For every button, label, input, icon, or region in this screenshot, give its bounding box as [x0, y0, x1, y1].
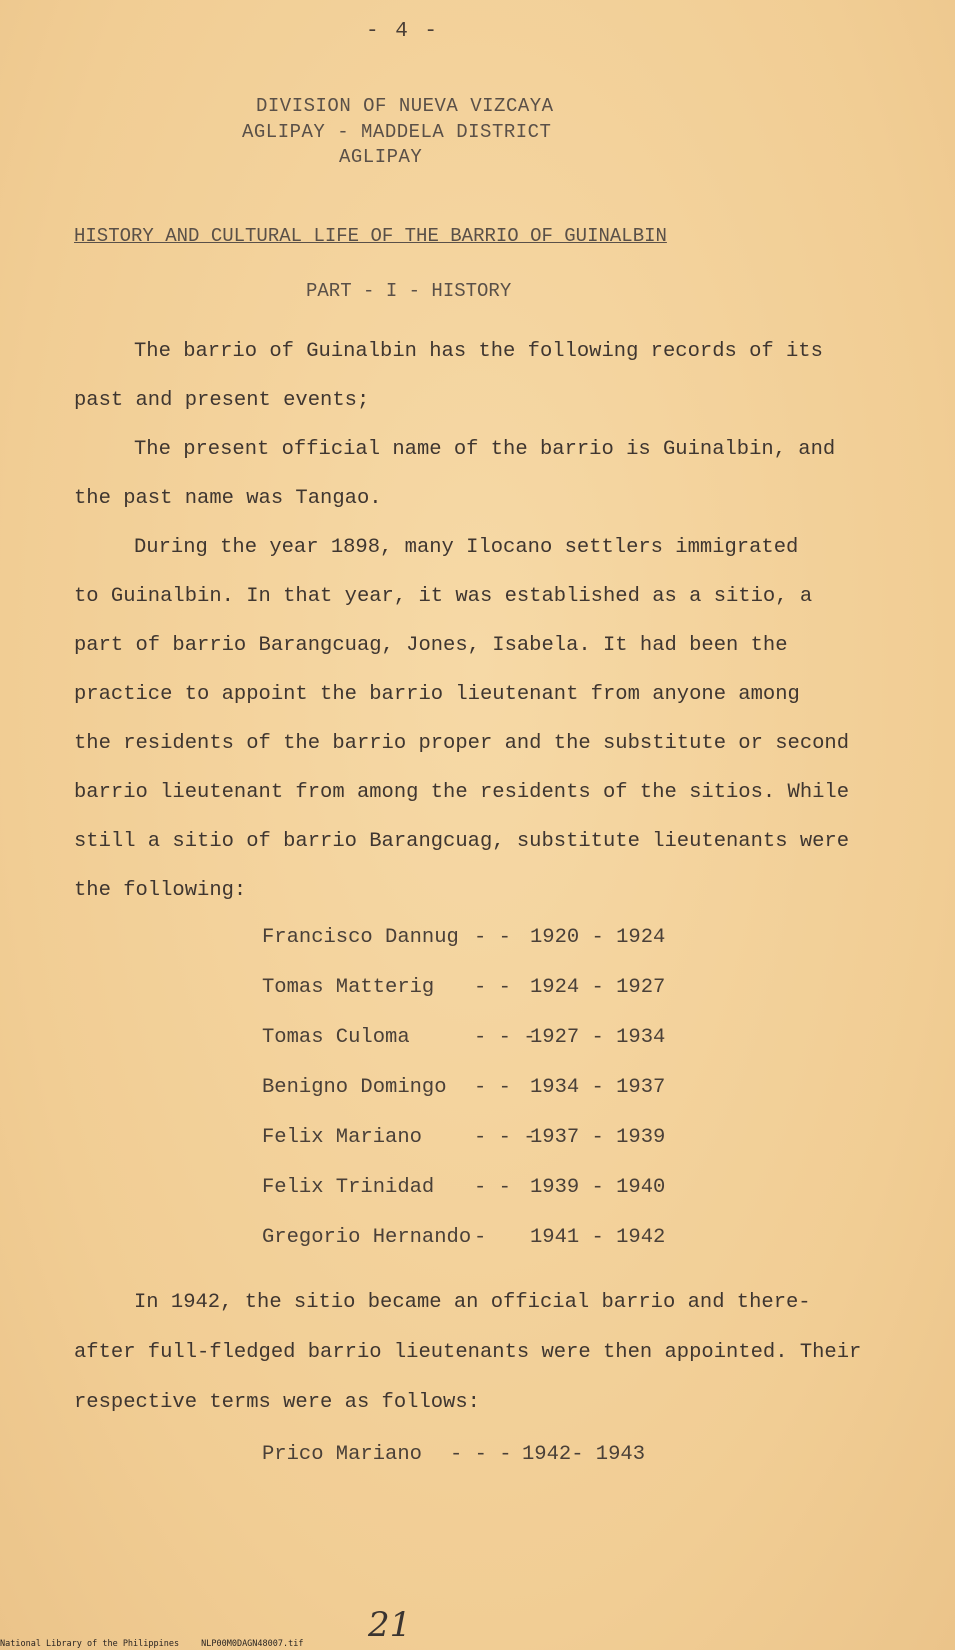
- lieutenant-entry: [262, 1226, 665, 1249]
- lieutenant-entry: [262, 976, 665, 999]
- body-line: the past name was Tangao.: [74, 487, 382, 510]
- lieutenant-term: 1939 - 1940: [530, 1176, 666, 1199]
- header-district: AGLIPAY - MADDELA DISTRICT: [242, 121, 552, 143]
- lieutenant-term: 1920 - 1924: [530, 926, 666, 949]
- body-line: barrio lieutenant from among the residents of the sitios. While: [74, 781, 850, 804]
- lieutenant-name: Gregorio Hernando: [262, 1226, 472, 1249]
- body-line: respective terms were as follows:: [74, 1391, 480, 1414]
- lieutenant-entry: [262, 1126, 665, 1149]
- handwritten-page-mark: 21: [368, 1605, 412, 1645]
- lieutenant-dash: - -: [474, 976, 511, 999]
- body-line: The present official name of the barrio is Guinalbin, and: [134, 438, 836, 461]
- body-line: part of barrio Barangcuag, Jones, Isabela. It had been the: [74, 634, 788, 657]
- lieutenant-name: Prico Mariano: [262, 1443, 422, 1466]
- lieutenant-dash: - - -: [450, 1443, 512, 1466]
- lieutenant-entry: [262, 1443, 645, 1466]
- footer-file-id: NLP00M0DAGN48007.tif: [201, 1639, 304, 1649]
- lieutenant-entry: [262, 1076, 665, 1099]
- document-title: HISTORY AND CULTURAL LIFE OF THE BARRIO OF GUINALBIN: [74, 225, 667, 247]
- lieutenant-entry: [262, 926, 665, 949]
- lieutenant-term: 1941 - 1942: [530, 1226, 666, 1249]
- lieutenant-dash: - - -: [474, 1126, 536, 1149]
- body-line: past and present events;: [74, 389, 370, 412]
- body-line: after full-fledged barrio lieutenants were then appointed. Their: [74, 1341, 862, 1364]
- body-line: to Guinalbin. In that year, it was established as a sitio, a: [74, 585, 813, 608]
- lieutenant-name: Francisco Dannug: [262, 926, 459, 949]
- lieutenant-term: 1927 - 1934: [530, 1026, 666, 1049]
- header-town: AGLIPAY: [339, 146, 423, 168]
- lieutenant-term: 1934 - 1937: [530, 1076, 666, 1099]
- page-number: - 4 -: [366, 20, 440, 43]
- body-line: the following:: [74, 879, 247, 902]
- archive-footer: [0, 1639, 325, 1649]
- lieutenant-name: Tomas Matterig: [262, 976, 435, 999]
- lieutenant-entry: [262, 1176, 665, 1199]
- header-division: DIVISION OF NUEVA VIZCAYA: [256, 95, 554, 117]
- lieutenant-name: Felix Trinidad: [262, 1176, 435, 1199]
- lieutenant-dash: - -: [474, 926, 511, 949]
- body-line: The barrio of Guinalbin has the following records of its: [134, 340, 823, 363]
- lieutenant-dash: -: [474, 1226, 487, 1249]
- lieutenant-term: 1937 - 1939: [530, 1126, 666, 1149]
- lieutenant-term: 1942- 1943: [522, 1443, 646, 1466]
- body-line: During the year 1898, many Ilocano settlers immigrated: [134, 536, 799, 559]
- lieutenant-dash: - -: [474, 1076, 511, 1099]
- body-line: the residents of the barrio proper and the substitute or second: [74, 732, 850, 755]
- lieutenant-name: Felix Mariano: [262, 1126, 422, 1149]
- body-line: still a sitio of barrio Barangcuag, substitute lieutenants were: [74, 830, 850, 853]
- lieutenant-term: 1924 - 1927: [530, 976, 666, 999]
- lieutenant-dash: - -: [474, 1176, 511, 1199]
- lieutenant-entry: [262, 1026, 665, 1049]
- lieutenant-dash: - - -: [474, 1026, 536, 1049]
- footer-library: National Library of the Philippines: [0, 1639, 180, 1649]
- lieutenant-name: Benigno Domingo: [262, 1076, 447, 1099]
- lieutenant-name: Tomas Culoma: [262, 1026, 410, 1049]
- part-heading: PART - I - HISTORY: [306, 280, 512, 302]
- body-line: In 1942, the sitio became an official barrio and there-: [134, 1291, 811, 1314]
- body-line: practice to appoint the barrio lieutenant from anyone among: [74, 683, 800, 706]
